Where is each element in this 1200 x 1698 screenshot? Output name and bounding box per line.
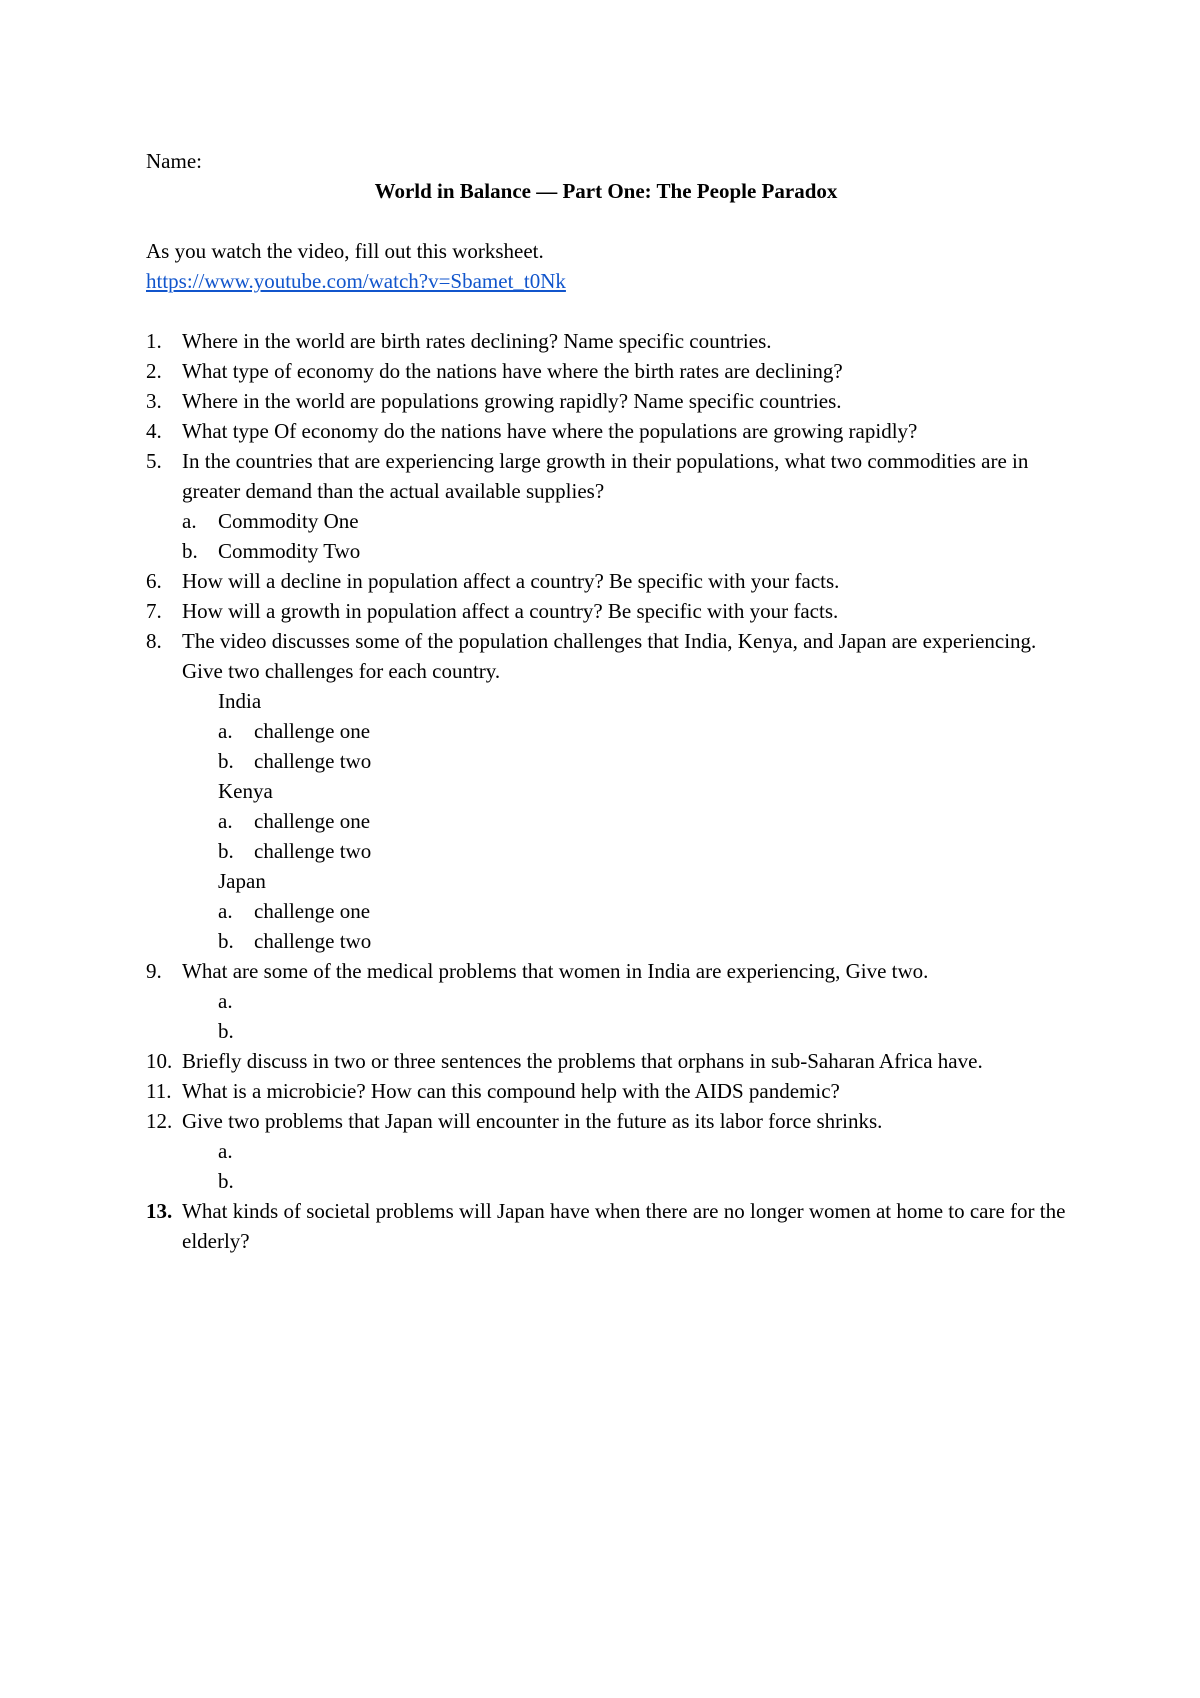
subitem-text: challenge two — [254, 839, 372, 863]
worksheet-content — [146, 146, 1066, 1256]
question-item — [146, 956, 1066, 1046]
subitem-letter: b. — [218, 749, 234, 773]
question-body — [182, 1106, 1066, 1196]
question-body — [182, 1076, 1066, 1106]
question-number: 8. — [146, 629, 162, 653]
question-item — [146, 1106, 1066, 1196]
question-number: 12. — [146, 1109, 173, 1133]
question-body — [182, 956, 1066, 1046]
subitem-text: challenge one — [254, 719, 371, 743]
question-item — [146, 626, 1066, 956]
question-item — [146, 1196, 1066, 1256]
question-body — [182, 386, 1066, 416]
question-text: What type Of economy do the nations have where the populations are growing rapidly? — [182, 419, 918, 443]
question-number: 7. — [146, 599, 162, 623]
question-list — [146, 326, 1066, 1256]
question-text: In the countries that are experiencing large growth in their populations, what two commodities are in greater demand than the actual available supplies? — [182, 449, 1029, 503]
question-body — [182, 326, 1066, 356]
answer-subitem — [182, 986, 1066, 1016]
subitem-text: challenge two — [254, 929, 372, 953]
spacer — [146, 296, 1066, 326]
question-body — [182, 356, 1066, 386]
question-body — [182, 416, 1066, 446]
question-text: What is a microbicie? How can this compound help with the AIDS pandemic? — [182, 1079, 840, 1103]
spacer — [146, 206, 1066, 236]
subitem-letter: a. — [218, 899, 233, 923]
subitem-letter: b. — [218, 1019, 234, 1043]
question-item — [146, 1046, 1066, 1076]
challenge-subitem — [182, 716, 1066, 746]
question-item — [146, 596, 1066, 626]
question-body — [182, 446, 1066, 566]
question-number: 9. — [146, 959, 162, 983]
question-body — [182, 626, 1066, 956]
subitem-text: challenge two — [254, 749, 372, 773]
question-item — [146, 386, 1066, 416]
question-item — [146, 356, 1066, 386]
subitem-letter: a. — [182, 509, 197, 533]
question-text: How will a decline in population affect a country? Be specific with your facts. — [182, 569, 840, 593]
subitem-text: Commodity One — [218, 509, 359, 533]
subitem-letter: b. — [182, 539, 198, 563]
answer-subitem — [182, 1166, 1066, 1196]
country-label: Kenya — [218, 779, 273, 803]
subitem-letter: b. — [218, 1169, 234, 1193]
question-body — [182, 566, 1066, 596]
answer-subitem — [182, 1136, 1066, 1166]
question-item — [146, 416, 1066, 446]
question-body — [182, 596, 1066, 626]
question-text: What type of economy do the nations have where the birth rates are declining? — [182, 359, 843, 383]
answer-subitem — [182, 1016, 1066, 1046]
subitem-text: Commodity Two — [218, 539, 361, 563]
challenge-subitem — [182, 806, 1066, 836]
question-number: 4. — [146, 419, 162, 443]
subitem-letter: a. — [218, 809, 233, 833]
question-text: What kinds of societal problems will Japan have when there are no longer women at home to care for the elderly? — [182, 1199, 1066, 1253]
country-label: Japan — [218, 869, 266, 893]
worksheet-title: World in Balance — Part One: The People Paradox — [374, 179, 838, 203]
subitem-letter: b. — [218, 839, 234, 863]
subitem-letter: a. — [218, 1139, 233, 1163]
question-text: The video discusses some of the population challenges that India, Kenya, and Japan are experiencing. Give two challenges for each country. — [182, 629, 1037, 683]
challenge-subitem — [182, 896, 1066, 926]
question-text: Give two problems that Japan will encounter in the future as its labor force shrinks. — [182, 1109, 883, 1133]
question-number: 3. — [146, 389, 162, 413]
question-text: Where in the world are populations growing rapidly? Name specific countries. — [182, 389, 842, 413]
question-text: How will a growth in population affect a country? Be specific with your facts. — [182, 599, 839, 623]
country-label: India — [218, 689, 262, 713]
question-item — [146, 326, 1066, 356]
subitem-letter: a. — [218, 719, 233, 743]
question-body — [182, 1196, 1066, 1256]
answer-subitem — [182, 536, 1066, 566]
video-link[interactable]: https://www.youtube.com/watch?v=Sbamet_t0Nk — [146, 269, 566, 293]
answer-subitem — [182, 506, 1066, 536]
question-text: Where in the world are birth rates declining? Name specific countries. — [182, 329, 772, 353]
question-number: 5. — [146, 449, 162, 473]
question-item — [146, 446, 1066, 566]
subitem-letter: b. — [218, 929, 234, 953]
challenge-subitem — [182, 746, 1066, 776]
question-text: What are some of the medical problems that women in India are experiencing, Give two. — [182, 959, 929, 983]
question-item — [146, 566, 1066, 596]
question-body — [182, 1046, 1066, 1076]
question-number: 11. — [146, 1079, 172, 1103]
question-number: 1. — [146, 329, 162, 353]
question-number: 10. — [146, 1049, 173, 1073]
name-label: Name: — [146, 149, 202, 173]
challenge-subitem — [182, 926, 1066, 956]
subitem-text: challenge one — [254, 809, 371, 833]
question-number: 6. — [146, 569, 162, 593]
subitem-text: challenge one — [254, 899, 371, 923]
question-text: Briefly discuss in two or three sentences the problems that orphans in sub-Saharan Africa have. — [182, 1049, 983, 1073]
question-item — [146, 1076, 1066, 1106]
question-number: 13. — [146, 1199, 173, 1223]
subitem-letter: a. — [218, 989, 233, 1013]
challenge-subitem — [182, 836, 1066, 866]
instructions: As you watch the video, fill out this worksheet. — [146, 239, 544, 263]
question-number: 2. — [146, 359, 162, 383]
